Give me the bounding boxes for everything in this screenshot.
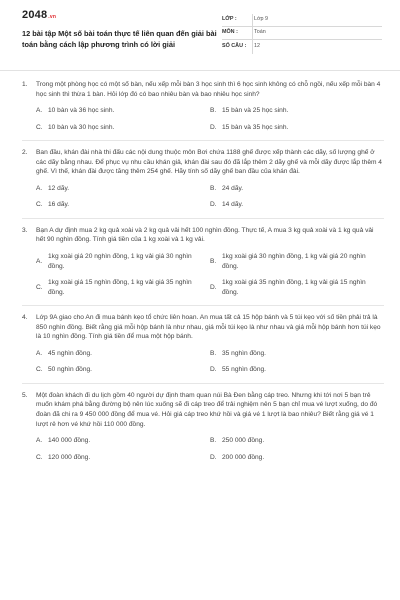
question-4 [22,313,384,384]
question-5 [22,391,384,469]
option-text: 55 nghìn đồng. [222,366,266,374]
option-b[interactable] [210,106,384,116]
question-text: Bạn A dự định mua 2 kg quả xoài và 2 kg quả vải hết 100 nghìn đồng. Thực tế, A mua 3 kg quả xoài và 1 kg quả vải hết 90 nghìn đồng. Tính giá tiền của 1 kg xoài và 1 kg vải. [36,226,374,244]
question-number: 1. [22,81,28,88]
option-text: 50 nghìn đồng. [48,366,92,374]
question-divider [22,383,384,384]
option-text: 35 nghìn đồng. [222,349,266,357]
option-letter: D. [210,453,217,461]
question-number: 5. [22,391,28,399]
option-text: 1kg xoài giá 20 nghìn đồng, 1 kg vải giá 30 nghìn đồng. [48,253,192,270]
question-text: Lớp 9A giao cho An đi mua bánh kẹo tổ chức liên hoan. An mua tất cả 15 hộp bánh và 5 túi kẹo với số tiền phải trả là 850 nghìn đồng. Biết rằng giá mỗi hộp bánh là như nhau, giá mỗi túi kẹo là như nhau và giá mỗi hộp bánh hơn túi kẹo là 10 nghìn đồng. Tính giá tiền để mua một hộp bánh. [36,314,381,341]
option-c[interactable] [36,453,210,463]
option-d[interactable] [210,453,384,463]
option-text: 1kg xoài giá 30 nghìn đồng, 1 kg vải giá 20 nghìn đồng. [222,253,366,270]
question-number: 4. [22,314,28,322]
option-b[interactable] [210,436,384,446]
page-header [0,0,400,68]
option-text: 16 dãy. [48,201,70,209]
option-text: 1kg xoài giá 15 nghìn đồng, 1 kg vải giá 35 nghìn đồng. [48,279,192,296]
option-c[interactable] [36,123,210,133]
option-text: 1kg xoài giá 35 nghìn đồng, 1 kg vải giá 15 nghìn đồng. [222,279,366,296]
answer-options [36,436,384,469]
question-text: Ban đầu, khán đài nhà thi đấu các nội dung thuộc môn Bơi chứa 1188 ghế được xếp thành các dãy, số lượng ghế ở các dãy bằng nhau. Để phục vụ nhu cầu khán giả, khán đài sau đó đã lắp thêm 2 dãy ghế và mỗi dãy được lắp thêm 4 ghế. Vì thế, khán đài được tăng thêm 254 ghế. Hãy tính số dãy ghế ban đầu của khán đài. [36,149,382,176]
answer-options [36,252,384,304]
option-d[interactable] [210,123,384,133]
option-letter: A. [36,257,43,265]
logo-text: 2048 [22,9,48,21]
option-letter: B. [210,257,217,265]
option-letter: A. [36,349,43,357]
question-divider [22,140,384,141]
option-letter: B. [210,107,217,115]
meta-value: Lớp 9 [254,16,269,23]
option-text: 15 bàn và 25 học sinh. [222,107,289,115]
meta-label: LỚP : [222,16,237,23]
option-text: 15 bàn và 35 học sinh. [222,123,289,131]
option-b[interactable] [210,349,384,359]
question-number: 2. [22,149,28,157]
meta-row-count [222,40,382,53]
option-letter: B. [210,437,217,445]
meta-row-subject [222,27,382,40]
option-letter: C. [36,453,43,461]
question-divider [22,218,384,219]
option-a[interactable] [36,436,210,446]
option-letter: C. [36,201,43,209]
option-letter: C. [36,366,43,374]
meta-value: Toán [254,29,266,36]
option-text: 10 bàn và 36 học sinh. [48,107,115,115]
option-b[interactable] [210,252,384,271]
meta-label: SỐ CÂU : [222,42,247,49]
option-text: 45 nghìn đồng. [48,349,92,357]
option-text: 10 bàn và 30 học sinh. [48,123,115,131]
question-divider [22,305,384,306]
question-number: 3. [22,226,28,234]
option-letter: B. [210,184,217,192]
option-a[interactable] [36,252,210,271]
question-2 [22,148,384,219]
option-letter: D. [210,283,217,291]
option-a[interactable] [36,184,210,194]
option-letter: B. [210,349,217,357]
answer-options [36,349,384,382]
meta-label: MÔN : [222,29,238,36]
option-c[interactable] [36,200,210,210]
question-list [22,80,384,476]
question-3 [22,226,384,306]
option-letter: D. [210,201,217,209]
option-c[interactable] [36,365,210,375]
question-1 [22,80,384,141]
option-text: 12 dãy. [48,184,70,192]
option-text: 250 000 đồng. [222,437,265,445]
option-letter: C. [36,283,43,291]
option-letter: A. [36,184,43,192]
option-text: 24 dãy. [222,184,244,192]
option-d[interactable] [210,278,384,297]
option-letter: D. [210,123,217,131]
option-letter: D. [210,366,217,374]
option-c[interactable] [36,278,210,297]
option-text: 200 000 đồng. [222,453,265,461]
option-letter: A. [36,437,43,445]
option-b[interactable] [210,184,384,194]
answer-options [36,184,384,217]
document-title: 12 bài tập Một số bài toán thực tế liên quan đến giải bài toán bằng cách lập phương trình có lời giải [22,29,217,50]
option-d[interactable] [210,365,384,375]
option-a[interactable] [36,349,210,359]
logo-tld: .vn [48,14,57,20]
question-text: Một đoàn khách đi du lịch gồm 40 người dự định tham quan núi Bà Đen bằng cáp treo. Nhưng khi tới nơi 5 bạn trẻ muốn khám phá bằng đường bộ nên lúc xuống sẽ đi cáp treo để trải nghiệm nên 5 bạn chỉ mua vé lượt xuống, do đó đoàn đã chi ra 9 450 000 đồng để mua vé. Hỏi giá cáp treo khứ hồi và giá vé 1 lượt là bao nhiêu? Biết rằng giá vé 1 lượt rẻ hơn vé khứ hồi 110 000 đồng. [36,391,378,428]
option-text: 120 000 đồng. [48,453,91,461]
meta-value: 12 [254,42,260,49]
site-logo[interactable] [22,8,56,24]
option-text: 140 000 đồng. [48,437,91,445]
option-text: 14 dãy. [222,201,244,209]
meta-row-grade [222,14,382,27]
header-divider [0,70,400,71]
option-a[interactable] [36,106,210,116]
meta-table [222,14,382,53]
option-letter: C. [36,123,43,131]
question-text: Trong một phòng học có một số bàn, nếu xếp mỗi bàn 3 học sinh thì 6 học sinh không có chỗ ngồi, nếu xếp mỗi bàn 4 học sinh thì thừa 1 bàn. Hỏi lớp đó có bao nhiêu bàn và bao nhiêu học sinh? [36,81,381,98]
option-letter: A. [36,107,43,115]
option-d[interactable] [210,200,384,210]
answer-options [36,106,384,139]
